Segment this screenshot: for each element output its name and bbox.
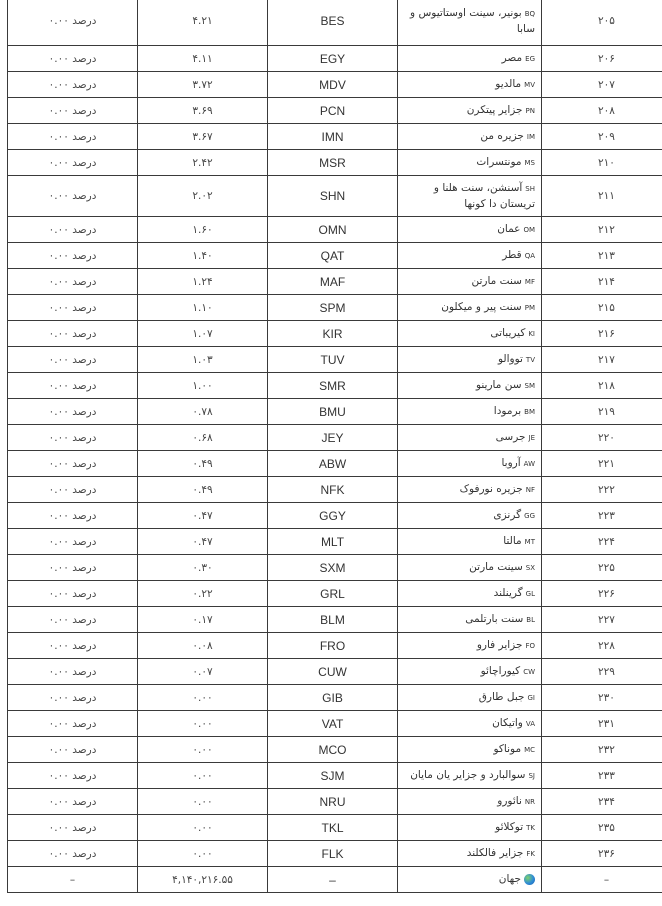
iso-code: EG [525, 54, 535, 63]
table-row [8, 425, 662, 451]
country-name: جزیره من [480, 129, 524, 142]
percent-cell: ۰.۰۰ درصد [8, 243, 138, 269]
iso-code: JE [528, 433, 535, 442]
iso-code: NF [525, 485, 535, 494]
rank-cell: ۲۰۸ [542, 98, 662, 124]
country-code-cell: SPM [268, 295, 398, 321]
country-name-cell [398, 815, 542, 841]
iso-code: AW [523, 459, 535, 468]
percent-cell: ۰.۰۰ درصد [8, 295, 138, 321]
value-cell: ۰.۳۰ [138, 555, 268, 581]
iso-code: SH [525, 184, 535, 193]
country-name: مونتسرات [476, 155, 522, 168]
rank-cell: ۲۳۵ [542, 815, 662, 841]
country-name-cell [398, 72, 542, 98]
country-name: موناکو [493, 742, 522, 755]
table-row [8, 46, 662, 72]
rank-cell: ۲۲۰ [542, 425, 662, 451]
table-row [8, 737, 662, 763]
country-name: جهان [498, 873, 521, 885]
country-code-cell: GRL [268, 581, 398, 607]
table-row [8, 124, 662, 150]
percent-cell: ۰.۰۰ درصد [8, 425, 138, 451]
country-name: کیوراچائو [480, 664, 521, 677]
country-code-cell: IMN [268, 124, 398, 150]
country-code-cell: OMN [268, 217, 398, 243]
percent-cell: ۰.۰۰ درصد [8, 217, 138, 243]
table-row [8, 789, 662, 815]
country-name: عمان [497, 222, 521, 235]
country-name: برمودا [493, 404, 522, 417]
country-name-cell [398, 269, 542, 295]
country-code-cell: MSR [268, 150, 398, 176]
country-code-cell: GGY [268, 503, 398, 529]
table-row [8, 711, 662, 737]
iso-code: GG [524, 511, 535, 520]
country-name-cell [398, 685, 542, 711]
percent-cell: ۰.۰۰ درصد [8, 373, 138, 399]
country-code-cell: NRU [268, 789, 398, 815]
table-row [8, 685, 662, 711]
country-code-cell: QAT [268, 243, 398, 269]
country-name-cell [398, 633, 542, 659]
rank-cell: ۲۲۳ [542, 503, 662, 529]
iso-code: VA [525, 719, 535, 728]
country-code-cell: SXM [268, 555, 398, 581]
rank-cell: ۲۰۹ [542, 124, 662, 150]
country-name-cell [398, 503, 542, 529]
country-name-cell [398, 659, 542, 685]
country-code-cell: MLT [268, 529, 398, 555]
rank-cell: ۲۳۳ [542, 763, 662, 789]
iso-code: PN [525, 106, 535, 115]
country-name: جزیره نورفوک [459, 482, 523, 495]
value-cell: ۰.۴۹ [138, 477, 268, 503]
table-row [8, 555, 662, 581]
rank-cell: ۲۰۵ [542, 0, 662, 46]
iso-code: TK [526, 823, 535, 832]
iso-code: MC [524, 745, 535, 754]
value-cell: ۰.۴۷ [138, 529, 268, 555]
country-name-cell [398, 150, 542, 176]
value-cell: ۱.۰۷ [138, 321, 268, 347]
country-code-cell: CUW [268, 659, 398, 685]
country-code-cell: MCO [268, 737, 398, 763]
country-name: جرسی [495, 430, 526, 443]
country-name-cell [398, 737, 542, 763]
country-name-cell [398, 46, 542, 72]
percent-cell: ۰.۰۰ درصد [8, 321, 138, 347]
percent-cell: ۰.۰۰ درصد [8, 789, 138, 815]
percent-cell: ۰.۰۰ درصد [8, 659, 138, 685]
country-name: توکلائو [495, 820, 524, 833]
country-name-cell [398, 581, 542, 607]
table-row [8, 98, 662, 124]
country-code-cell: JEY [268, 425, 398, 451]
country-name: نائورو [497, 794, 522, 807]
rank-cell: – [542, 867, 662, 893]
country-name-cell [398, 0, 542, 46]
percent-cell: ۰.۰۰ درصد [8, 555, 138, 581]
rank-cell: ۲۲۴ [542, 529, 662, 555]
percent-cell: ۰.۰۰ درصد [8, 176, 138, 217]
percent-cell: ۰.۰۰ درصد [8, 72, 138, 98]
percent-cell: ۰.۰۰ درصد [8, 347, 138, 373]
rank-cell: ۲۳۰ [542, 685, 662, 711]
percent-cell: ۰.۰۰ درصد [8, 815, 138, 841]
country-code-cell: EGY [268, 46, 398, 72]
value-cell: ۰.۱۷ [138, 607, 268, 633]
value-cell: ۴.۲۱ [138, 0, 268, 46]
country-name-cell [398, 176, 542, 217]
country-name: آروبا [501, 456, 521, 469]
country-code-cell: NFK [268, 477, 398, 503]
iso-code: TV [525, 355, 535, 364]
table-row [8, 72, 662, 98]
table-row [8, 399, 662, 425]
table-row [8, 763, 662, 789]
rank-cell: ۲۱۴ [542, 269, 662, 295]
iso-code: GL [525, 589, 535, 598]
value-cell: ۳.۶۷ [138, 124, 268, 150]
rank-cell: ۲۰۶ [542, 46, 662, 72]
country-code-cell: ABW [268, 451, 398, 477]
country-name: آسنشن، سنت هلنا و تریستان دا کونها [433, 181, 535, 210]
rank-cell: ۲۱۶ [542, 321, 662, 347]
percent-cell: ۰.۰۰ درصد [8, 46, 138, 72]
country-name: گرینلند [493, 586, 523, 599]
value-cell: ۰.۰۰ [138, 815, 268, 841]
rank-cell: ۲۲۱ [542, 451, 662, 477]
rank-cell: ۲۲۶ [542, 581, 662, 607]
country-code-cell: SHN [268, 176, 398, 217]
country-code-cell: SMR [268, 373, 398, 399]
table-row [8, 633, 662, 659]
country-code-cell: BMU [268, 399, 398, 425]
table-row [8, 243, 662, 269]
iso-code: BM [524, 407, 535, 416]
country-name: سنت پیر و میکلون [441, 300, 522, 313]
rank-cell: ۲۲۵ [542, 555, 662, 581]
country-name: گرنزی [493, 508, 522, 521]
iso-code: NR [524, 797, 535, 806]
percent-cell: ۰.۰۰ درصد [8, 841, 138, 867]
percent-cell: ۰.۰۰ درصد [8, 737, 138, 763]
table-row [8, 269, 662, 295]
country-name: مالدیو [495, 77, 522, 90]
percent-cell: ۰.۰۰ درصد [8, 98, 138, 124]
value-cell: ۱.۱۰ [138, 295, 268, 321]
value-cell: ۰.۰۰ [138, 711, 268, 737]
value-cell: ۱.۰۳ [138, 347, 268, 373]
country-name-cell [398, 607, 542, 633]
country-name-cell [398, 124, 542, 150]
country-code-cell: FRO [268, 633, 398, 659]
country-name: تووالو [497, 352, 523, 365]
country-code-cell: TUV [268, 347, 398, 373]
value-cell: ۰.۰۰ [138, 841, 268, 867]
country-code-cell: VAT [268, 711, 398, 737]
country-name-cell [398, 451, 542, 477]
country-code-cell: MAF [268, 269, 398, 295]
country-name-cell [398, 867, 542, 893]
table-row [8, 347, 662, 373]
value-cell: ۰.۴۷ [138, 503, 268, 529]
country-name-cell [398, 529, 542, 555]
value-cell: ۰.۰۰ [138, 685, 268, 711]
value-cell: ۳.۷۲ [138, 72, 268, 98]
value-cell: ۰.۲۲ [138, 581, 268, 607]
iso-code: SM [524, 381, 535, 390]
rank-cell: ۲۰۷ [542, 72, 662, 98]
table-row [8, 150, 662, 176]
rank-cell: ۲۲۹ [542, 659, 662, 685]
rank-cell: ۲۱۵ [542, 295, 662, 321]
rank-cell: ۲۱۸ [542, 373, 662, 399]
table-row [8, 295, 662, 321]
country-name: بونیر، سینت اوستاتیوس و سابا [410, 6, 535, 35]
country-name-cell [398, 711, 542, 737]
country-name: واتیکان [492, 716, 523, 729]
country-code-cell: BLM [268, 607, 398, 633]
rank-cell: ۲۳۱ [542, 711, 662, 737]
country-code-cell: TKL [268, 815, 398, 841]
value-cell: ۰.۰۰ [138, 789, 268, 815]
value-cell: ۱.۴۰ [138, 243, 268, 269]
country-table [7, 0, 662, 893]
percent-cell: ۰.۰۰ درصد [8, 451, 138, 477]
iso-code: OM [523, 225, 535, 234]
value-cell: ۰.۶۸ [138, 425, 268, 451]
percent-cell: ۰.۰۰ درصد [8, 399, 138, 425]
country-name: قطر [502, 248, 522, 261]
percent-cell: ۰.۰۰ درصد [8, 503, 138, 529]
iso-code: MF [524, 277, 535, 286]
iso-code: SX [525, 563, 535, 572]
iso-code: BQ [524, 9, 535, 18]
table-row [8, 503, 662, 529]
value-cell: ۱.۶۰ [138, 217, 268, 243]
country-name-cell [398, 789, 542, 815]
table-row [8, 581, 662, 607]
percent-cell: ۰.۰۰ درصد [8, 581, 138, 607]
country-name-cell [398, 347, 542, 373]
rank-cell: ۲۲۲ [542, 477, 662, 503]
iso-code: MS [524, 158, 535, 167]
country-name-cell [398, 555, 542, 581]
rank-cell: ۲۱۲ [542, 217, 662, 243]
country-name-cell [398, 295, 542, 321]
table-row [8, 477, 662, 503]
percent-cell: ۰.۰۰ درصد [8, 685, 138, 711]
percent-cell: ۰.۰۰ درصد [8, 269, 138, 295]
rank-cell: ۲۳۴ [542, 789, 662, 815]
rank-cell: ۲۱۱ [542, 176, 662, 217]
country-code-cell: MDV [268, 72, 398, 98]
table-row [8, 607, 662, 633]
total-row [8, 867, 662, 893]
value-cell: ۴.۱۱ [138, 46, 268, 72]
percent-cell: ۰.۰۰ درصد [8, 529, 138, 555]
country-name-cell [398, 217, 542, 243]
table-row [8, 841, 662, 867]
country-code-cell: FLK [268, 841, 398, 867]
percent-cell: ۰.۰۰ درصد [8, 0, 138, 46]
iso-code: QA [524, 251, 535, 260]
country-name: سن مارینو [475, 378, 522, 391]
country-name-cell [398, 321, 542, 347]
value-cell: ۴,۱۴۰,۲۱۶.۵۵ [138, 867, 268, 893]
rank-cell: ۲۳۲ [542, 737, 662, 763]
table-row [8, 659, 662, 685]
iso-code: KI [528, 329, 535, 338]
percent-cell: ۰.۰۰ درصد [8, 124, 138, 150]
country-name: جبل طارق [478, 690, 525, 703]
rank-cell: ۲۲۸ [542, 633, 662, 659]
iso-code: PM [524, 303, 535, 312]
country-name: کیریباتی [490, 326, 526, 339]
iso-code: MV [524, 80, 535, 89]
value-cell: ۳.۶۹ [138, 98, 268, 124]
table-row [8, 451, 662, 477]
iso-code: IM [526, 132, 535, 141]
table-row [8, 321, 662, 347]
percent-cell: – [8, 867, 138, 893]
country-name-cell [398, 763, 542, 789]
iso-code: SJ [528, 771, 535, 780]
percent-cell: ۰.۰۰ درصد [8, 150, 138, 176]
country-name-cell [398, 841, 542, 867]
country-name: سنت بارتلمی [465, 612, 524, 625]
table-row [8, 176, 662, 217]
iso-code: CW [523, 667, 535, 676]
table-row [8, 373, 662, 399]
percent-cell: ۰.۰۰ درصد [8, 711, 138, 737]
rank-cell: ۲۱۳ [542, 243, 662, 269]
rank-cell: ۲۳۶ [542, 841, 662, 867]
country-code-cell: KIR [268, 321, 398, 347]
value-cell: ۱.۲۴ [138, 269, 268, 295]
country-name: سوالبارد و جزایر یان مایان [410, 768, 526, 781]
table-row [8, 815, 662, 841]
percent-cell: ۰.۰۰ درصد [8, 607, 138, 633]
country-code-cell: PCN [268, 98, 398, 124]
rank-cell: ۲۱۰ [542, 150, 662, 176]
value-cell: ۰.۴۹ [138, 451, 268, 477]
country-name-cell [398, 373, 542, 399]
country-name: سنت مارتن [471, 274, 522, 287]
country-name: سینت مارتن [469, 560, 523, 573]
percent-cell: ۰.۰۰ درصد [8, 763, 138, 789]
iso-code: GI [527, 693, 535, 702]
iso-code: FK [526, 849, 535, 858]
country-name-cell [398, 399, 542, 425]
rank-cell: ۲۱۹ [542, 399, 662, 425]
value-cell: ۰.۰۷ [138, 659, 268, 685]
globe-icon [524, 874, 535, 885]
country-name: مصر [501, 51, 523, 64]
country-code-cell: BES [268, 0, 398, 46]
value-cell: ۲.۴۲ [138, 150, 268, 176]
value-cell: ۰.۰۰ [138, 763, 268, 789]
country-name-cell [398, 477, 542, 503]
country-code-cell: – [268, 867, 398, 893]
percent-cell: ۰.۰۰ درصد [8, 633, 138, 659]
country-name-cell [398, 243, 542, 269]
value-cell: ۰.۰۰ [138, 737, 268, 763]
rank-cell: ۲۲۷ [542, 607, 662, 633]
country-name: جزایر فارو [476, 638, 523, 651]
iso-code: FO [525, 641, 535, 650]
country-name-cell [398, 425, 542, 451]
iso-code: MT [524, 537, 535, 546]
country-name-cell [398, 98, 542, 124]
table-row [8, 0, 662, 46]
value-cell: ۲.۰۲ [138, 176, 268, 217]
table-row [8, 529, 662, 555]
country-code-cell: SJM [268, 763, 398, 789]
country-name: جزایر پیتکرن [466, 103, 523, 116]
value-cell: ۰.۷۸ [138, 399, 268, 425]
value-cell: ۱.۰۰ [138, 373, 268, 399]
value-cell: ۰.۰۸ [138, 633, 268, 659]
country-code-cell: GIB [268, 685, 398, 711]
rank-cell: ۲۱۷ [542, 347, 662, 373]
percent-cell: ۰.۰۰ درصد [8, 477, 138, 503]
country-name: مالتا [503, 534, 522, 547]
table-row [8, 217, 662, 243]
country-name: جزایر فالکلند [466, 846, 524, 859]
iso-code: BL [526, 615, 535, 624]
